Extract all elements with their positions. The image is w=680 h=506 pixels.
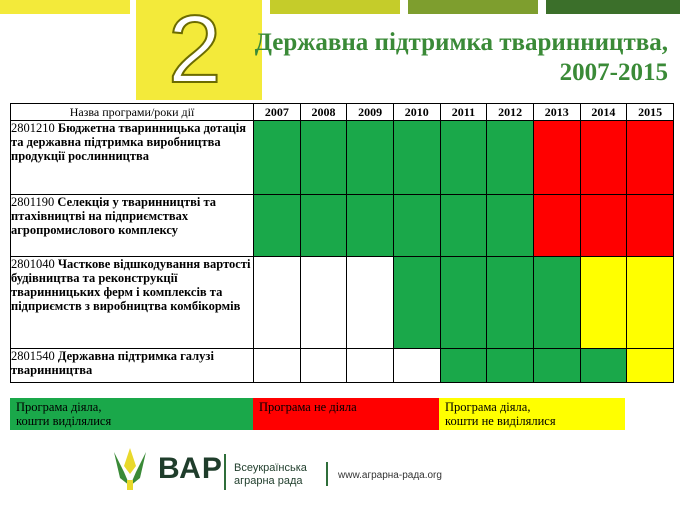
legend-text: Програма діяла, bbox=[445, 400, 531, 414]
top-bar-3 bbox=[408, 0, 538, 14]
status-cell-2012 bbox=[487, 195, 534, 257]
program-title: Бюджетна тваринницька дотація та державна підтримка виробництва продукції рослинництва bbox=[11, 121, 246, 163]
program-code: 2801190 bbox=[11, 195, 55, 209]
programs-table bbox=[10, 103, 674, 383]
status-cell-2012 bbox=[487, 349, 534, 383]
status-cell-2009 bbox=[347, 195, 394, 257]
title-line-1: Державна підтримка тваринництва, bbox=[254, 29, 668, 56]
status-cell-2014 bbox=[580, 257, 627, 349]
year-header: 2010 bbox=[393, 104, 440, 121]
legend-active-unfunded bbox=[439, 398, 625, 430]
year-header: 2013 bbox=[533, 104, 580, 121]
legend-text: кошти виділялися bbox=[16, 414, 112, 428]
org-name bbox=[234, 462, 307, 488]
status-cell-2013 bbox=[533, 195, 580, 257]
status-cell-2009 bbox=[347, 349, 394, 383]
program-title: Державна підтримка галузі тваринництва bbox=[11, 349, 214, 377]
status-cell-2007 bbox=[254, 195, 301, 257]
legend-active-funded bbox=[10, 398, 253, 430]
status-cell-2012 bbox=[487, 257, 534, 349]
table-row bbox=[11, 349, 674, 383]
program-name-cell bbox=[11, 257, 254, 349]
status-cell-2015 bbox=[627, 257, 674, 349]
program-code: 2801210 bbox=[11, 121, 55, 135]
legend-text: Програма діяла, bbox=[16, 400, 102, 414]
status-cell-2011 bbox=[440, 257, 487, 349]
year-header: 2011 bbox=[440, 104, 487, 121]
legend-text: кошти не виділялися bbox=[445, 414, 556, 428]
status-cell-2012 bbox=[487, 121, 534, 195]
status-cell-2010 bbox=[393, 121, 440, 195]
year-header: 2009 bbox=[347, 104, 394, 121]
footer-separator bbox=[326, 462, 328, 486]
org-line-1: Всеукраїнська bbox=[234, 462, 307, 474]
status-cell-2007 bbox=[254, 121, 301, 195]
status-cell-2014 bbox=[580, 349, 627, 383]
table-row bbox=[11, 257, 674, 349]
status-cell-2010 bbox=[393, 257, 440, 349]
status-cell-2008 bbox=[300, 257, 347, 349]
status-cell-2011 bbox=[440, 349, 487, 383]
year-header: 2007 bbox=[254, 104, 301, 121]
program-code: 2801040 bbox=[11, 257, 55, 271]
table-row bbox=[11, 195, 674, 257]
status-cell-2013 bbox=[533, 349, 580, 383]
status-cell-2009 bbox=[347, 257, 394, 349]
table-row bbox=[11, 121, 674, 195]
status-cell-2009 bbox=[347, 121, 394, 195]
status-cell-2010 bbox=[393, 349, 440, 383]
status-cell-2014 bbox=[580, 195, 627, 257]
status-cell-2008 bbox=[300, 195, 347, 257]
year-header: 2008 bbox=[300, 104, 347, 121]
status-cell-2008 bbox=[300, 349, 347, 383]
status-cell-2015 bbox=[627, 195, 674, 257]
org-line-2: аграрна рада bbox=[234, 475, 303, 487]
status-cell-2015 bbox=[627, 121, 674, 195]
program-name-cell bbox=[11, 349, 254, 383]
program-name-cell bbox=[11, 121, 254, 195]
top-bar-2 bbox=[270, 0, 400, 14]
legend-inactive bbox=[253, 398, 439, 430]
table-header-row bbox=[11, 104, 674, 121]
footer-separator bbox=[224, 454, 226, 490]
name-column-header: Назва програми/роки дії bbox=[11, 104, 254, 121]
top-bar-4 bbox=[546, 0, 680, 14]
status-cell-2011 bbox=[440, 195, 487, 257]
year-header: 2015 bbox=[627, 104, 674, 121]
program-code: 2801540 bbox=[11, 349, 55, 363]
status-cell-2015 bbox=[627, 349, 674, 383]
status-cell-2008 bbox=[300, 121, 347, 195]
status-cell-2013 bbox=[533, 257, 580, 349]
status-cell-2014 bbox=[580, 121, 627, 195]
status-cell-2010 bbox=[393, 195, 440, 257]
slide-number: 2 bbox=[168, 0, 222, 103]
status-cell-2007 bbox=[254, 257, 301, 349]
status-cell-2007 bbox=[254, 349, 301, 383]
year-header: 2012 bbox=[487, 104, 534, 121]
logo-text: ВАР bbox=[158, 452, 223, 485]
title-line-2: 2007-2015 bbox=[559, 59, 668, 86]
program-name-cell bbox=[11, 195, 254, 257]
page-title bbox=[255, 28, 668, 88]
status-cell-2013 bbox=[533, 121, 580, 195]
website-url: www.аграрна-рада.org bbox=[338, 470, 442, 481]
status-cell-2011 bbox=[440, 121, 487, 195]
program-title: Часткове відшкодування вартості будівництва та реконструкції тваринницьких ферм і комплексів та підприємств з виробництва комбікормів bbox=[11, 257, 251, 313]
program-title: Селекція у тваринництві та птахівництві на підприємствах агропромислового комплексу bbox=[11, 195, 216, 237]
year-header: 2014 bbox=[580, 104, 627, 121]
legend-text: Програма не діяла bbox=[259, 400, 357, 414]
top-bar-1 bbox=[0, 0, 130, 14]
